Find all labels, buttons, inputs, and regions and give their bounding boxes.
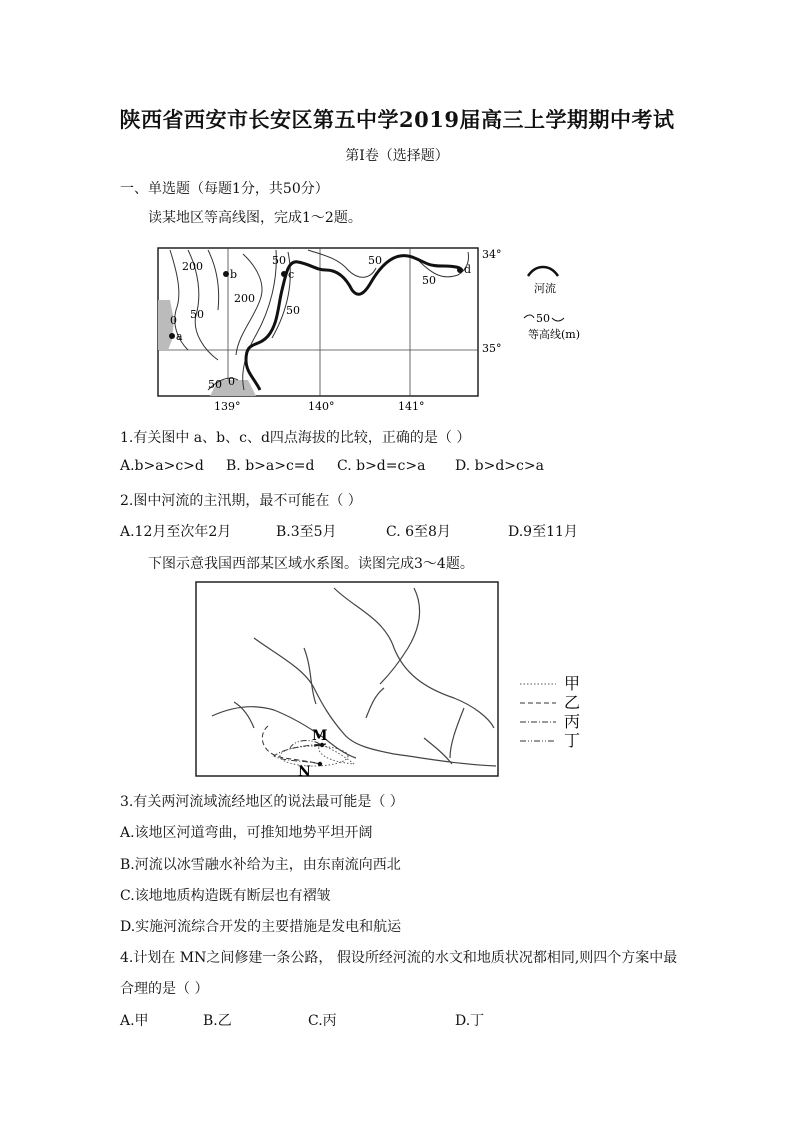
point-c-label: c [288,268,295,281]
river-line [450,708,464,758]
contour-line [208,250,219,310]
question-2-option-a: A.12月至次年2月 [120,524,232,540]
question-2-option-c: C. 6至8月 [386,524,451,540]
legend-ding-label: 丁 [564,731,581,750]
point-a-marker [169,333,175,339]
river-line [334,588,494,728]
legend-contour-symbol [524,315,534,318]
question-4-option-a: A.甲 [120,1013,149,1029]
question-4-stem-line1: 4.计划在 MN之间修建一条公路， 假设所经河流的水文和地质状况都相同,则四个方案中最 [120,950,678,966]
point-m-label: M [312,728,328,744]
legend-contour-value: 50 [536,312,550,325]
latitude-label: 35° [482,342,502,355]
route-bing [274,744,320,764]
point-n-label: N [298,764,311,780]
contour-label: 0 [228,375,235,388]
river-line [366,688,384,718]
point-n-marker [318,762,322,766]
map-frame [196,582,498,776]
contour-label: 50 [422,274,436,287]
question-2-option-d: D.9至11月 [508,524,578,540]
point-a-label: a [176,330,183,343]
longitude-label: 139° [214,400,241,413]
question-3-option-b: B.河流以冰雪融水补给为主，由东南流向西北 [120,857,401,873]
point-d-marker [457,267,463,273]
question-4-stem-line2: 合理的是（ ） [120,981,209,997]
drainage-map [194,578,610,782]
section-heading: 一、单选题（每题1分，共50分） [120,181,329,197]
question-1-option-b: B. b>a>c=d [226,458,315,474]
question-3-option-c: C.该地地质构造既有断层也有褶皱 [120,888,331,904]
contour-label: 50 [286,304,300,317]
contour-label: 50 [190,308,204,321]
point-c-marker [281,271,287,277]
river-line [234,702,254,728]
intro-text-1: 读某地区等高线图，完成1～2题。 [148,210,362,226]
contour-label: 200 [182,260,203,273]
question-1-option-a: A.b>a>c>d [120,458,204,474]
intro-text-2: 下图示意我国西部某区域水系图。读图完成3～4题。 [148,556,474,572]
point-b-marker [223,271,229,277]
contour-label: 50 [208,378,222,391]
river-line [380,588,420,684]
question-1-option-d: D. b>d>c>a [455,458,544,474]
question-1-option-c: C. b>d=c>a [337,458,426,474]
drainage-map-figure [194,578,610,782]
paper-section-subtitle: 第Ⅰ卷（选择题） [345,148,449,164]
contour-label: 0 [170,314,177,327]
contour-map-figure [148,240,620,418]
legend-bing-label: 丙 [564,712,581,731]
contour-label: 50 [272,254,286,267]
contour-label: 50 [368,254,382,267]
contour-map [148,240,620,418]
question-3-stem: 3.有关两河流域流经地区的说法最可能是（ ） [120,794,404,810]
question-2-option-b: B.3至5月 [276,524,337,540]
point-d-label: d [464,263,472,276]
question-3-option-a: A.该地区河道弯曲，可推知地势平坦开阔 [120,825,373,841]
legend-river-symbol [528,267,558,276]
question-3-option-d: D.实施河流综合开发的主要措施是发电和航运 [120,919,402,935]
legend-contour-label: 等高线(m) [528,328,581,341]
legend-jia-label: 甲 [564,674,581,693]
question-4-option-c: C.丙 [308,1013,337,1029]
legend-river-label: 河流 [534,282,556,295]
legend-contour-symbol [552,318,564,321]
longitude-label: 140° [308,400,335,413]
point-b-label: b [230,268,238,281]
contour-label: 200 [234,292,255,305]
latitude-label: 34° [482,248,502,261]
page-title: 陕西省西安市长安区第五中学2019届高三上学期期中考试 [119,107,675,132]
question-4-option-d: D.丁 [455,1013,485,1029]
contour-line [308,250,376,277]
longitude-label: 141° [398,400,425,413]
question-4-option-b: B.乙 [203,1013,232,1029]
question-2-stem: 2.图中河流的主汛期，最不可能在（ ） [120,493,362,509]
legend-yi-label: 乙 [564,693,581,712]
question-1-stem: 1.有关图中 a、b、c、d四点海拔的比较，正确的是（ ） [120,430,471,446]
